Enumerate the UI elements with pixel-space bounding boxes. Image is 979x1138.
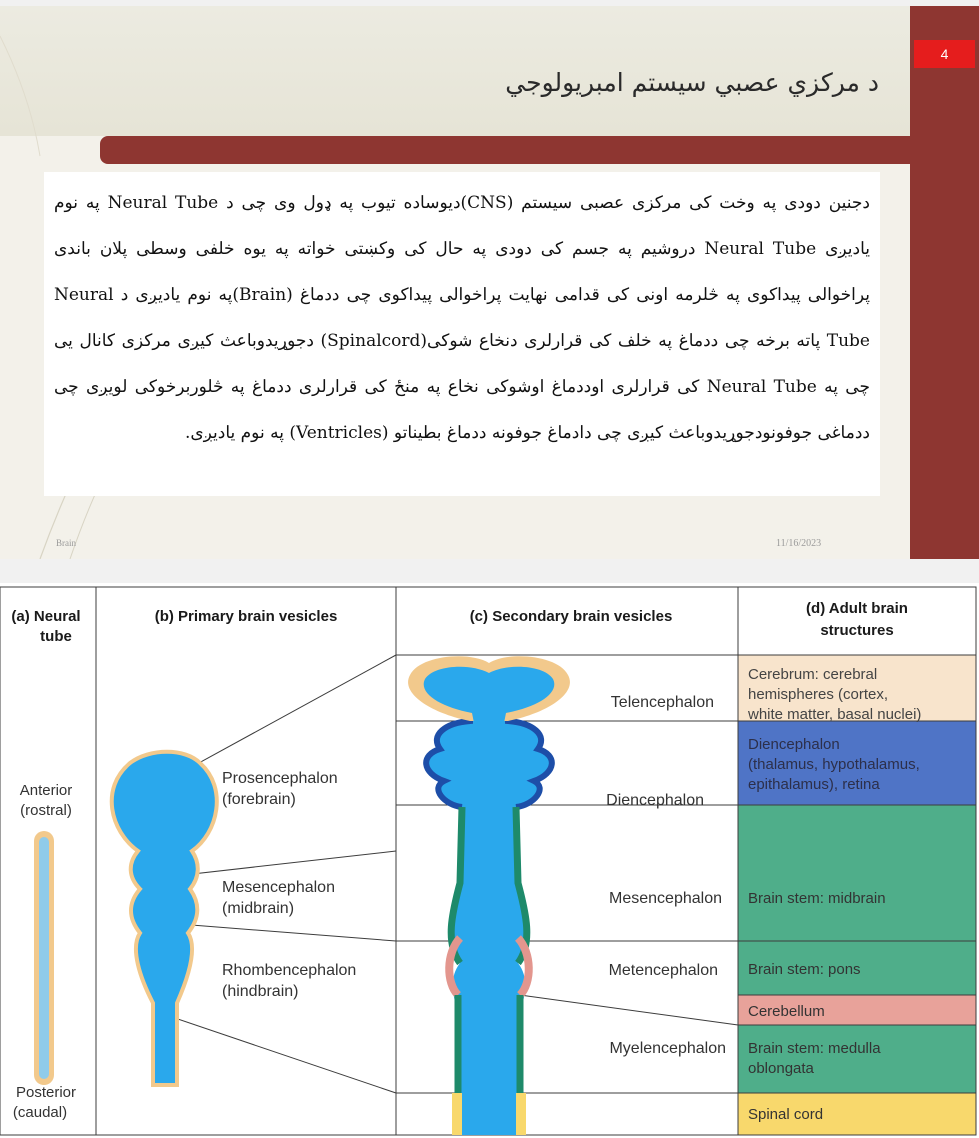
label-rhombencephalon: Rhombencephalon xyxy=(222,962,357,979)
label-prosencephalon: Prosencephalon xyxy=(222,770,338,787)
slide-number: 4 xyxy=(914,40,975,68)
slide-right-bar xyxy=(910,6,979,559)
label-diencephalon-adult-3: epithalamus), retina xyxy=(748,776,880,793)
label-posterior: Posterior xyxy=(15,1084,77,1101)
label-midbrain: (midbrain) xyxy=(222,900,295,917)
cell-medulla xyxy=(738,1025,976,1093)
label-rostral: (rostral) xyxy=(20,802,72,819)
label-medulla-2: oblongata xyxy=(748,1060,814,1077)
slide-body xyxy=(44,172,880,496)
label-diencephalon-adult-1: Diencephalon xyxy=(748,736,840,753)
label-brainstem-midbrain: Brain stem: midbrain xyxy=(748,890,886,907)
label-metencephalon: Metencephalon xyxy=(608,962,718,979)
header-a-line1: (a) Neural xyxy=(11,608,81,625)
label-mesencephalon-secondary: Mesencephalon xyxy=(609,890,722,907)
label-cerebrum-1: Cerebrum: cerebral xyxy=(748,666,878,683)
slide xyxy=(0,6,979,559)
label-mesencephalon-primary: Mesencephalon xyxy=(222,879,335,896)
label-cerebellum: Cerebellum xyxy=(748,1003,825,1020)
header-d-line2: structures xyxy=(820,622,894,639)
header-d-line1: (d) Adult brain xyxy=(806,600,908,617)
label-hindbrain: (hindbrain) xyxy=(222,983,299,1000)
label-cerebrum-2: hemispheres (cortex, xyxy=(748,686,889,703)
slide-accent-bar xyxy=(100,136,910,164)
secondary-vesicles-shape xyxy=(408,656,570,1135)
header-b: (b) Primary brain vesicles xyxy=(154,608,338,625)
label-forebrain: (forebrain) xyxy=(222,791,296,808)
label-spinal-cord: Spinal cord xyxy=(748,1106,824,1123)
label-brainstem-pons: Brain stem: pons xyxy=(748,961,861,978)
primary-vesicles-shape xyxy=(112,752,217,1085)
slide-title: د مرکزي عصبي سیستم امبریولوجي xyxy=(505,68,879,97)
label-caudal: (caudal) xyxy=(12,1104,68,1121)
cell-midbrain-pons xyxy=(738,805,976,941)
header-a-line2: tube xyxy=(40,628,72,645)
label-telencephalon: Telencephalon xyxy=(610,694,714,711)
brain-development-figure xyxy=(0,583,979,1138)
slide-footer-label: Brain xyxy=(56,538,76,548)
label-cerebrum-3: white matter, basal nuclei) xyxy=(748,706,922,723)
label-diencephalon: Diencephalon xyxy=(606,792,704,809)
slide-body-text: دجنین دودی په وخت کی مرکزی عصبی سیستم (CNS)دیوساده تیوب په ډول وی چی د Neural Tube په نوم یادیږی Neural Tube دروشیم په جسم کی دودی په حال کی وکښتی خواته په یوه خلفی وسطی پلان باندی پراخوالی پیداکوی په څلرمه اونی کی قدامی نهایت پراخوالی پیداکوی چی ددماغ (Brain)په نوم یادیږی د Neural Tube پاته برخه چی ددماغ په خلف کی قرارلری دنخاع شوکی(Spinalcord) دجوړیدوباعث کیږی مرکزی کانال یی چی په Neural Tube کی قرارلری اوددماغ اوشوکی نخاع په منځ کی قرارلری ددماغ په څلوربرخوکی لویږی چی ددماغی جوفونودجوړیدوباعث کیږی چی دادماغ جوفونه ددماغ بطیناتو (Ventricles) په نوم یادیږی. xyxy=(54,193,870,443)
brain-vesicles-diagram xyxy=(0,583,979,1138)
label-diencephalon-adult-2: (thalamus, hypothalamus, xyxy=(748,756,920,773)
neural-tube-lumen xyxy=(39,837,49,1079)
header-c: (c) Secondary brain vesicles xyxy=(469,608,673,625)
label-anterior: Anterior xyxy=(19,782,73,799)
slide-footer-date: 11/16/2023 xyxy=(776,538,822,549)
label-myelencephalon: Myelencephalon xyxy=(609,1040,726,1057)
label-medulla-1: Brain stem: medulla xyxy=(748,1040,881,1057)
